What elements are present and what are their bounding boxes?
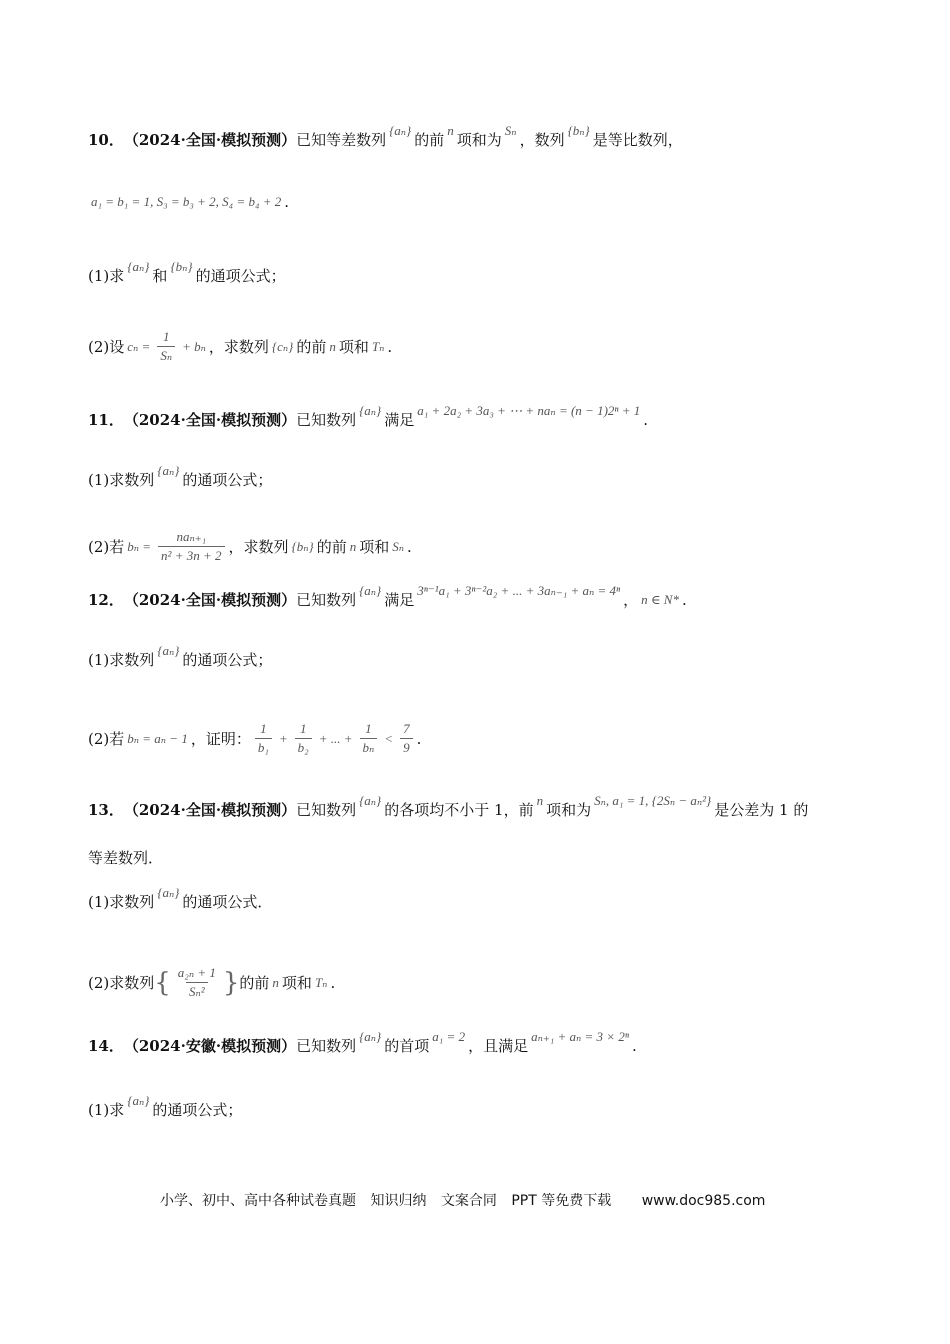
math-inline: Tₙ — [314, 974, 328, 990]
q12-text: 的通项公式； — [182, 651, 273, 669]
q12-text: 满足 — [384, 591, 415, 609]
q11-text: ，求数列 — [228, 537, 289, 556]
q11-text: 满足 — [384, 411, 415, 429]
q10-part1 — [88, 259, 286, 286]
fraction-denominator: Sₙ — [157, 346, 175, 365]
math-inline: {aₙ} — [127, 259, 150, 274]
math-inline: {aₙ} — [359, 793, 382, 808]
q12-text: ， — [623, 591, 639, 609]
q12-text: ，证明： — [190, 729, 251, 748]
fraction-numerator: 1 — [260, 721, 267, 736]
math-inline: {bₙ} — [170, 259, 193, 274]
punct: . — [681, 591, 687, 609]
fraction-denominator: n² + 3n + 2 — [158, 546, 224, 565]
part-label: (1)求数列 — [88, 651, 155, 669]
q10-given — [88, 192, 289, 212]
math-inline: cₙ = — [127, 338, 151, 354]
math-inline: n — [329, 338, 336, 354]
q11-text: 的前 — [316, 537, 347, 556]
q13-text: 的通项公式． — [182, 893, 273, 911]
footer-text: 文案合同 — [440, 1193, 497, 1209]
q11-part2 — [88, 528, 412, 565]
fraction — [295, 720, 312, 757]
fraction-numerator: 1 — [162, 329, 170, 344]
q13-number: 13． — [88, 801, 124, 819]
footer-text: 知识归纳 — [370, 1193, 427, 1209]
q13-text: 项和为 — [546, 801, 592, 819]
punct: . — [643, 411, 649, 429]
math-formula: 3ⁿ⁻¹a₁ + 3ⁿ⁻²a₂ + ... + 3aₙ₋₁ + aₙ = 4ⁿ — [417, 583, 621, 598]
q13-text: 的前 — [239, 973, 270, 992]
left-brace: { — [154, 967, 171, 998]
part-label: (2)设 — [88, 337, 125, 356]
math-inline: {aₙ} — [157, 643, 180, 658]
punct: . — [407, 537, 412, 556]
fraction-denominator: Sₙ² — [186, 982, 208, 1001]
part-label: (1)求数列 — [88, 471, 155, 489]
q10-text: 的前 — [296, 337, 327, 356]
part-label: (2)若 — [88, 729, 125, 748]
math-formula: a₁ + 2a₂ + 3a₃ + ⋯ + naₙ = (n − 1)2ⁿ + 1 — [417, 403, 641, 418]
punct: . — [416, 729, 422, 748]
part-label: (1)求数列 — [88, 893, 155, 911]
punct: . — [631, 1037, 637, 1055]
punct: . — [284, 193, 290, 211]
math-inline: Sₙ — [392, 538, 404, 554]
q13-text: 的各项均不小于 1，前 — [384, 801, 534, 819]
q13-stem-cont — [88, 848, 163, 868]
math-inline: Tₙ — [371, 338, 385, 354]
punct: . — [330, 973, 336, 992]
q10-source: （2024·全国·模拟预测） — [123, 131, 297, 149]
q10-part2 — [88, 328, 392, 365]
q14-text: 的通项公式； — [152, 1101, 243, 1119]
fraction — [400, 720, 413, 757]
math-inline: + ... + — [318, 730, 353, 746]
footer-link[interactable]: www.doc985.com — [641, 1193, 766, 1209]
q14-text: 已知数列 — [296, 1037, 357, 1055]
q13-text: 已知数列 — [296, 801, 357, 819]
q12-part2 — [88, 720, 421, 757]
math-inline: a₁ = 2 — [432, 1029, 466, 1044]
fraction-numerator: 1 — [365, 721, 372, 736]
fraction-denominator: bₙ — [360, 738, 378, 757]
q14-source: （2024·安徽·模拟预测） — [123, 1037, 297, 1055]
math-inline: Sₙ — [504, 123, 517, 138]
punct: . — [387, 337, 393, 356]
q10-text: 的前 — [414, 131, 445, 149]
part-label: (2)若 — [88, 537, 125, 556]
fraction — [255, 720, 272, 757]
q10-text: 项和 — [338, 337, 369, 356]
math-inline: {aₙ} — [359, 1029, 382, 1044]
q13-part1 — [88, 885, 273, 912]
q11-text: 项和 — [359, 537, 390, 556]
plus-sign: + — [278, 730, 288, 746]
math-inline: {aₙ} — [359, 583, 382, 598]
q14-part1 — [88, 1093, 243, 1120]
math-inline: bₙ = aₙ − 1 — [127, 730, 188, 746]
q12-stem — [88, 583, 687, 610]
math-inline: {aₙ} — [127, 1093, 150, 1108]
math-inline: {aₙ} — [157, 463, 180, 478]
math-inline: n — [349, 538, 357, 554]
q10-text: 项和为 — [456, 131, 502, 149]
q10-text: ，求数列 — [208, 337, 269, 356]
math-inline: bₙ = — [127, 538, 152, 554]
right-brace: } — [222, 967, 240, 998]
q12-number: 12． — [88, 591, 124, 609]
q13-stem — [88, 793, 809, 820]
math-inline: < — [384, 730, 394, 746]
fraction — [360, 720, 378, 757]
math-inline: {bₙ} — [567, 123, 590, 138]
q13-text: 等差数列． — [88, 849, 164, 867]
math-inline: {aₙ} — [389, 123, 412, 138]
fraction-numerator: naₙ₊₁ — [176, 529, 207, 544]
footer-text: 小学、初中、高中各种试卷真题 — [160, 1193, 356, 1209]
q14-number: 14． — [88, 1037, 124, 1055]
q14-stem — [88, 1029, 637, 1056]
q13-source: （2024·全国·模拟预测） — [123, 801, 297, 819]
part-label: (1)求 — [88, 1101, 125, 1119]
q10-text: 的通项公式； — [195, 267, 286, 285]
q10-stem — [88, 123, 683, 150]
q10-text: 和 — [152, 267, 168, 285]
q11-number: 11． — [88, 411, 124, 429]
math-inline: {aₙ} — [359, 403, 382, 418]
math-formula: aₙ₊₁ + aₙ = 3 × 2ⁿ — [531, 1029, 629, 1044]
q11-part1 — [88, 463, 273, 490]
math-inline: n — [447, 123, 454, 138]
q12-text: 已知数列 — [296, 591, 357, 609]
fraction-denominator: b₁ — [255, 738, 272, 757]
fraction-denominator: b₂ — [295, 738, 312, 757]
fraction-numerator: 7 — [403, 721, 410, 736]
q10-text: ，数列 — [519, 131, 565, 149]
q13-part2 — [88, 964, 335, 1001]
math-inline: {bₙ} — [291, 538, 314, 554]
footer-text: PPT 等免费下载 — [511, 1193, 612, 1209]
math-formula: a₁ = b₁ = 1, S₃ = b₃ + 2, S₄ = b₄ + 2 — [91, 194, 282, 209]
q12-source: （2024·全国·模拟预测） — [123, 591, 297, 609]
math-inline: {aₙ} — [157, 885, 180, 900]
q13-text: 项和 — [281, 973, 312, 992]
q10-text: 是等比数列， — [592, 131, 683, 149]
math-formula: Sₙ, a₁ = 1, {2Sₙ − aₙ²} — [594, 793, 712, 808]
math-inline: n — [536, 793, 544, 808]
fraction — [175, 964, 219, 1001]
q11-text: 的通项公式； — [182, 471, 273, 489]
math-inline: + bₙ — [182, 338, 206, 354]
q14-text: 的首项 — [384, 1037, 430, 1055]
part-label: (1)求 — [88, 267, 125, 285]
math-inline: n ∈ N* — [641, 592, 679, 607]
q10-text: 已知等差数列 — [296, 131, 387, 149]
fraction — [158, 528, 224, 565]
q14-text: ，且满足 — [468, 1037, 529, 1055]
q11-stem — [88, 403, 649, 430]
q10-number: 10． — [88, 131, 124, 149]
q12-part1 — [88, 643, 273, 670]
fraction — [157, 328, 175, 365]
fraction-numerator: a₂ₙ + 1 — [177, 965, 216, 980]
math-inline: {cₙ} — [271, 338, 294, 354]
page-footer — [160, 1190, 775, 1210]
q11-text: 已知数列 — [296, 411, 357, 429]
part-label: (2)求数列 — [88, 973, 155, 992]
fraction-numerator: 1 — [299, 721, 307, 736]
math-inline: n — [272, 974, 279, 990]
fraction-denominator: 9 — [400, 738, 413, 757]
q13-text: 是公差为 1 的 — [714, 801, 809, 819]
q11-source: （2024·全国·模拟预测） — [123, 411, 297, 429]
